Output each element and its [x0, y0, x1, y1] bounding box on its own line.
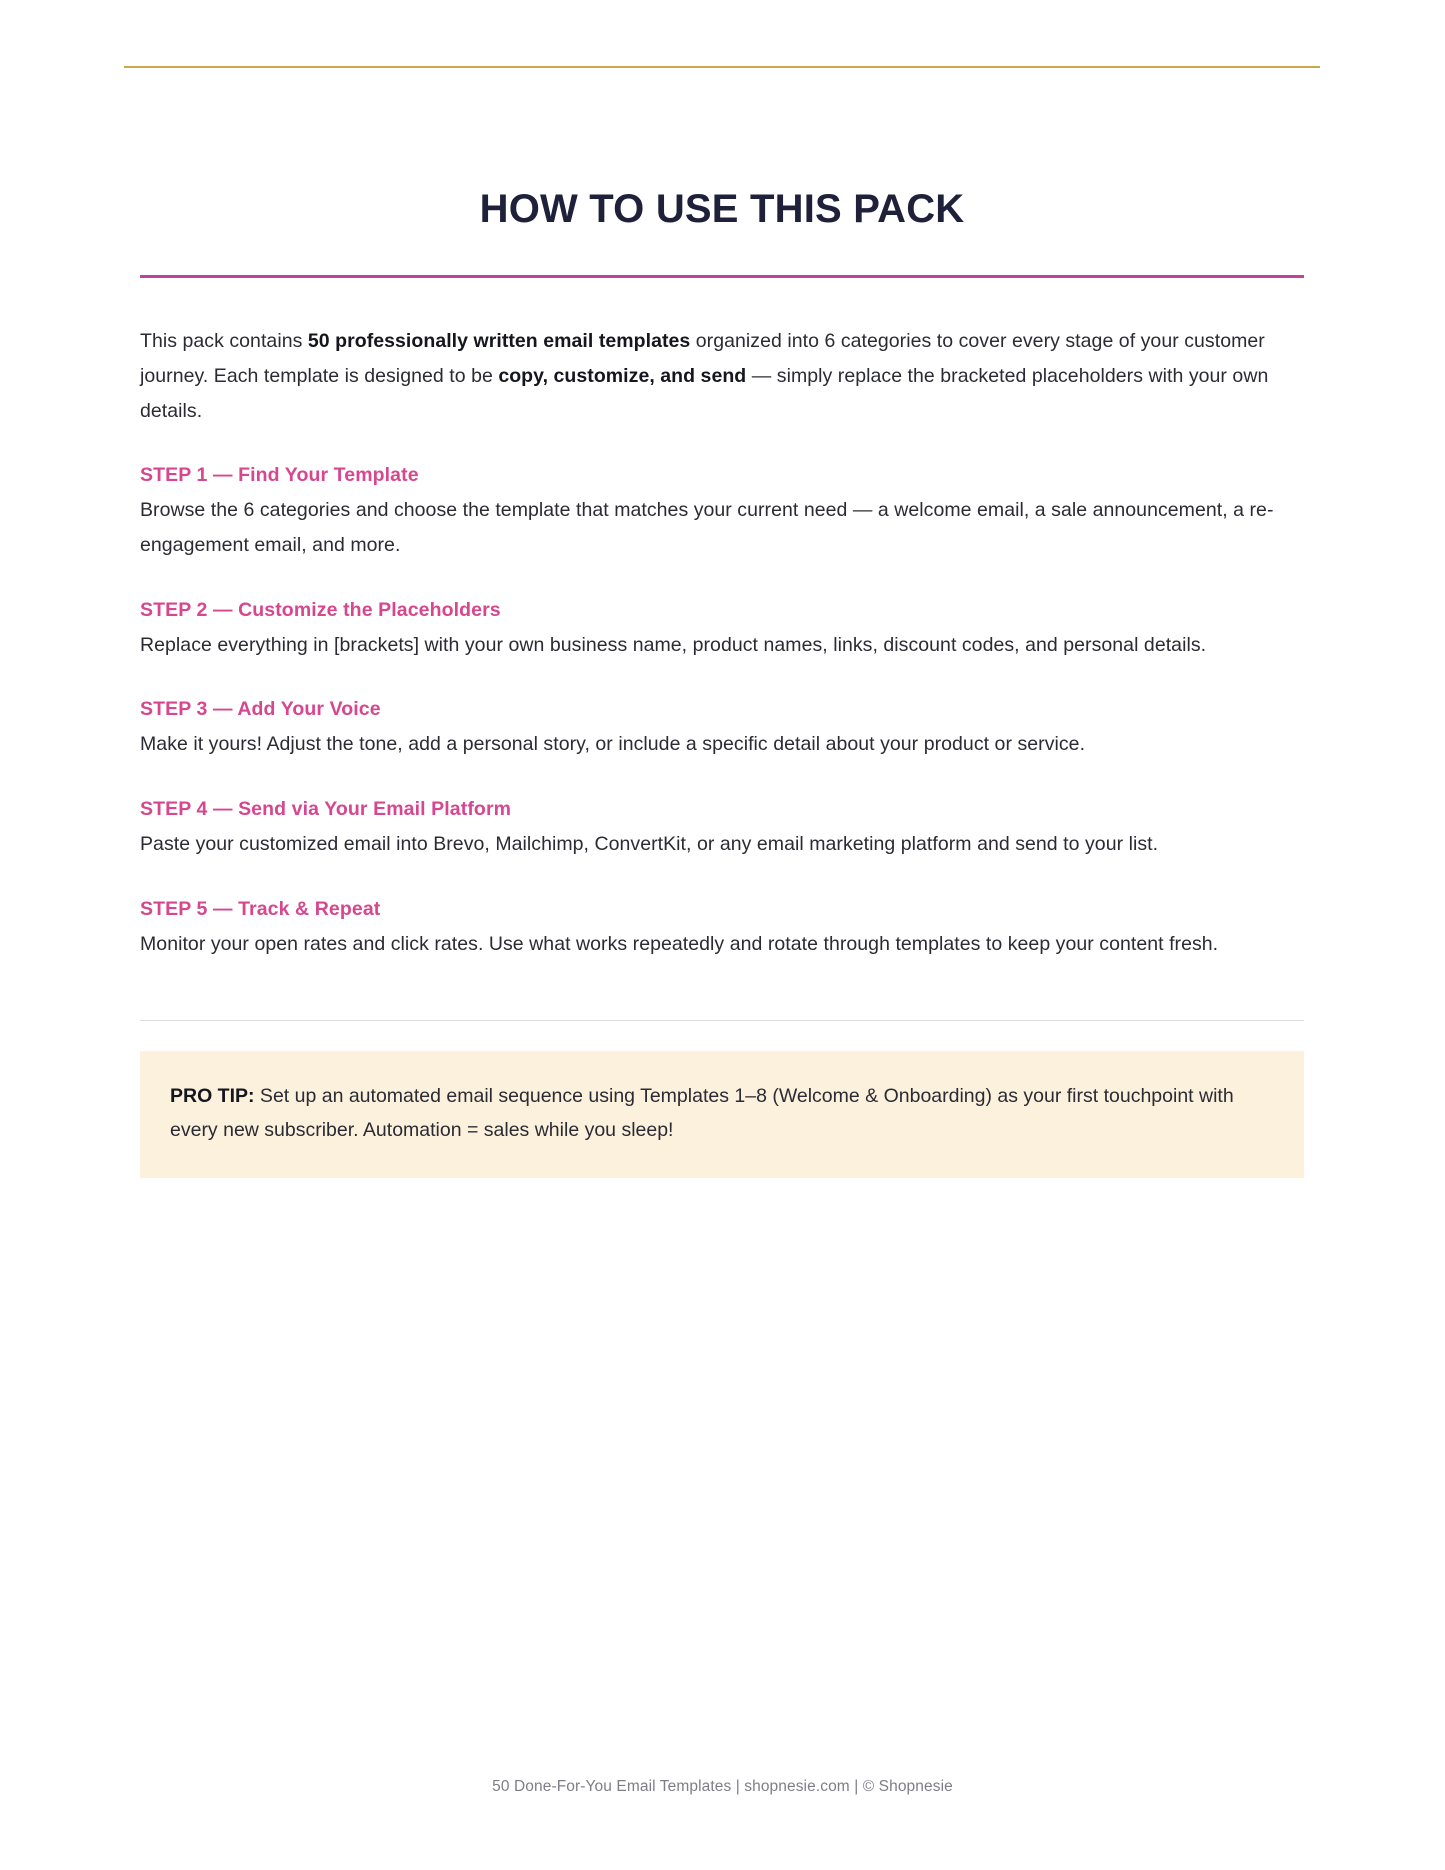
page-title: HOW TO USE THIS PACK: [479, 187, 965, 231]
step-heading-1: STEP 1 — Find Your Template: [140, 464, 419, 487]
intro-bold-copy-customize-send: copy, customize, and send: [498, 364, 747, 387]
step-heading-5: STEP 5 — Track & Repeat: [140, 897, 381, 920]
pro-tip-body: Set up an automated email sequence using Templates 1–8 (Welcome & Onboarding) as your first touchpoint with every new subscriber. Automation = sales while you sleep!: [170, 1084, 1234, 1142]
step-block-3: [140, 698, 1304, 762]
step-block-5: [140, 898, 1304, 962]
step-body-4: Paste your customized email into Brevo, Mailchimp, ConvertKit, or any email marketing platform and send to your list.: [140, 833, 1159, 856]
step-heading-3: STEP 3 — Add Your Voice: [140, 698, 381, 721]
intro-text-part1: This pack contains: [140, 330, 308, 353]
step-body-1: Browse the 6 categories and choose the template that matches your current need — a welcome email, a sale announcement, a re-engagement email, and more.: [140, 499, 1274, 556]
section-divider: [140, 1020, 1304, 1021]
intro-paragraph: [140, 324, 1304, 428]
intro-text-part2: organized into 6 categories to cover every stage of your customer journey. Each template is designed to be: [140, 330, 1265, 387]
title-divider: [140, 275, 1304, 278]
step-body-3: Make it yours! Adjust the tone, add a personal story, or include a specific detail about your product or service.: [140, 733, 1086, 756]
page-footer: 50 Done-For-You Email Templates | shopnesie.com | © Shopnesie: [492, 1778, 953, 1795]
document-content: [140, 186, 1304, 1178]
intro-text-part3: — simply replace the bracketed placeholders with your own details.: [140, 364, 1269, 422]
pro-tip-label: PRO TIP:: [170, 1084, 255, 1107]
step-block-1: [140, 464, 1304, 562]
step-block-2: [140, 599, 1304, 663]
intro-bold-templates: 50 professionally written email templates: [307, 330, 691, 353]
step-block-4: [140, 798, 1304, 862]
pro-tip-callout: [140, 1051, 1304, 1178]
step-heading-4: STEP 4 — Send via Your Email Platform: [140, 798, 512, 821]
step-heading-2: STEP 2 — Customize the Placeholders: [140, 598, 501, 621]
gold-top-rule: [124, 66, 1320, 68]
step-body-2: Replace everything in [brackets] with your own business name, product names, links, discount codes, and personal details.: [140, 633, 1207, 656]
step-body-5: Monitor your open rates and click rates. Use what works repeatedly and rotate through templates to keep your content fresh.: [140, 932, 1219, 955]
